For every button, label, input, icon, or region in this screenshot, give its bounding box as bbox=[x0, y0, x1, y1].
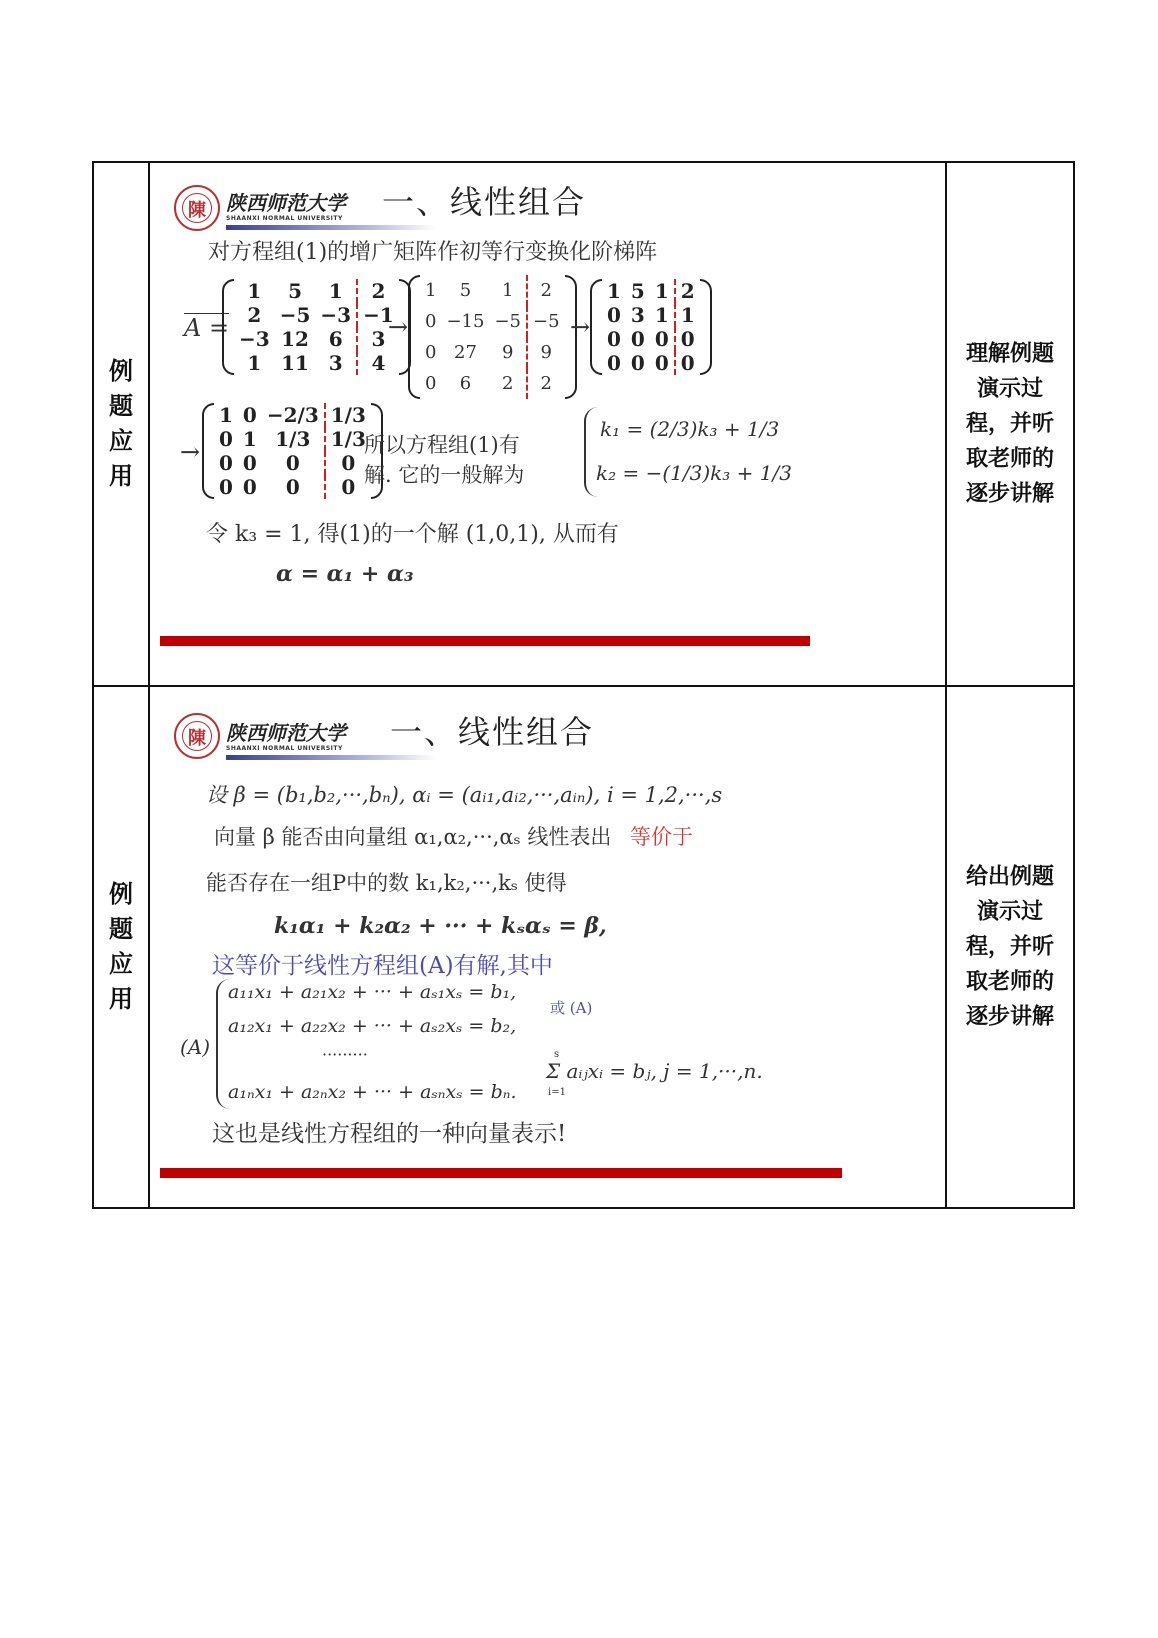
matrix-entry: 11 bbox=[281, 351, 309, 375]
matrix-row bbox=[420, 306, 565, 337]
system-label: (A) bbox=[180, 1035, 211, 1059]
matrix-step-3 bbox=[202, 403, 383, 499]
intro-text: 对方程组(1)的增广矩阵作初等行变换化阶梯阵 bbox=[208, 240, 658, 265]
matrix-entry: 1 bbox=[242, 427, 257, 451]
conclusion-line-2: 解. 它的一般解为 bbox=[364, 463, 525, 487]
matrix-entry: 0 bbox=[675, 351, 700, 375]
matrix-entry: 0 bbox=[630, 351, 645, 375]
matrix-entry: 0 bbox=[630, 327, 645, 351]
matrix-entry: 12 bbox=[281, 327, 309, 351]
matrix-entry: 0 bbox=[425, 373, 437, 394]
teaching-note: 给出例题 演示过 程，并听 取老师的 逐步讲解 bbox=[965, 864, 1054, 1030]
matrix-entry: −5 bbox=[279, 303, 311, 327]
matrix-row bbox=[602, 303, 700, 327]
matrix-entry: 0 bbox=[219, 475, 233, 499]
slide-title: 一、线性组合 bbox=[390, 713, 595, 751]
matrix-entry: 2 bbox=[675, 279, 700, 303]
slide-title: 一、线性组合 bbox=[382, 183, 587, 221]
matrix-entry: 1 bbox=[247, 279, 262, 303]
matrix-entry: 2 bbox=[527, 275, 565, 306]
matrix-entry: 0 bbox=[425, 342, 437, 363]
matrix-entry: 0 bbox=[325, 451, 371, 475]
matrix-entry: 1 bbox=[502, 280, 514, 301]
matrix-entry: −3 bbox=[320, 303, 352, 327]
summation-equation: Σ aᵢⱼxᵢ = bⱼ, j = 1,···,n. bbox=[546, 1059, 763, 1083]
general-solution bbox=[584, 407, 792, 497]
result-equation: α = α₁ + α₃ bbox=[276, 561, 414, 587]
matrix-entry: −3 bbox=[239, 327, 270, 351]
system-equation-n: a₁ₙx₁ + a₂ₙx₂ + ··· + aₛₙxₛ = bₙ. bbox=[228, 1081, 517, 1103]
matrix-row bbox=[214, 475, 371, 499]
matrix-entry: 6 bbox=[328, 327, 343, 351]
augmented-matrix-symbol: A = bbox=[184, 314, 230, 342]
matrix-entry: 2 bbox=[502, 373, 514, 394]
matrix-row bbox=[234, 303, 399, 327]
matrix-entry: 1 bbox=[607, 279, 621, 303]
equivalence-statement: 这等价于线性方程组(A)有解,其中 bbox=[212, 953, 553, 979]
matrix-row bbox=[602, 327, 700, 351]
matrix-row bbox=[420, 368, 565, 399]
matrix-row bbox=[214, 403, 371, 427]
matrix-row bbox=[420, 337, 565, 368]
row-label-cell bbox=[94, 687, 150, 1207]
note-cell bbox=[945, 687, 1073, 1207]
matrix-entry: 0 bbox=[242, 475, 257, 499]
conclusion-line-1: 所以方程组(1)有 bbox=[364, 433, 520, 457]
matrix-entry: 0 bbox=[675, 327, 700, 351]
slide-cell bbox=[150, 687, 945, 1207]
university-name-en: SHAANXI NORMAL UNIVERSITY bbox=[226, 745, 343, 752]
matrix-entry: 0 bbox=[219, 451, 233, 475]
matrix-entry: 0 bbox=[654, 327, 669, 351]
matrix-step-2 bbox=[590, 279, 712, 375]
matrix-original bbox=[222, 279, 411, 375]
university-seal-icon: 陳 bbox=[174, 185, 220, 231]
matrix-entry: 9 bbox=[502, 342, 514, 363]
matrix-row bbox=[214, 427, 371, 451]
matrix-entry: −5 bbox=[527, 306, 565, 337]
university-seal-icon: 陳 bbox=[174, 713, 220, 759]
table-row bbox=[94, 163, 1073, 687]
system-equation-1: a₁₁x₁ + a₂₁x₂ + ··· + aₛ₁xₛ = b₁, bbox=[228, 981, 517, 1003]
matrix-entry: 5 bbox=[630, 279, 645, 303]
row-label-cell bbox=[94, 163, 150, 685]
matrix-entry: 0 bbox=[607, 351, 621, 375]
arrow-icon: → bbox=[180, 438, 201, 466]
matrix-entry: 4 bbox=[357, 351, 399, 375]
matrix-row bbox=[234, 351, 399, 375]
matrix-entry: 3 bbox=[357, 327, 399, 351]
matrix-entry: −5 bbox=[494, 311, 521, 332]
matrix-entry: 1 bbox=[675, 303, 700, 327]
linear-combination-equation: k₁α₁ + k₂α₂ + ··· + kₛαₛ = β, bbox=[274, 913, 607, 939]
header-divider bbox=[226, 225, 436, 230]
matrix-entry: −1 bbox=[357, 303, 399, 327]
existence-line: 能否存在一组P中的数 k₁,k₂,···,kₛ 使得 bbox=[206, 871, 567, 895]
note-cell bbox=[945, 163, 1073, 685]
university-name: 陕西师范大学 bbox=[226, 721, 346, 745]
matrix-entry: 0 bbox=[607, 327, 621, 351]
matrix-entry: 0 bbox=[654, 351, 669, 375]
matrix-entry: 0 bbox=[219, 427, 233, 451]
matrix-entry: 1/3 bbox=[325, 427, 371, 451]
matrix-entry: −15 bbox=[446, 311, 485, 332]
matrix-entry: −2/3 bbox=[266, 403, 319, 427]
equivalence-highlight: 等价于 bbox=[630, 825, 694, 849]
table-row bbox=[94, 687, 1073, 1207]
matrix-entry: 1 bbox=[247, 351, 262, 375]
university-name: 陕西师范大学 bbox=[226, 191, 346, 215]
slide-cell bbox=[150, 163, 945, 685]
matrix-entry: 2 bbox=[357, 279, 399, 303]
linear-system bbox=[216, 979, 518, 1109]
matrix-entry: 0 bbox=[285, 475, 300, 499]
matrix-row bbox=[420, 275, 565, 306]
matrix-entry: 0 bbox=[607, 303, 621, 327]
matrix-entry: 2 bbox=[247, 303, 262, 327]
matrix-entry: 0 bbox=[285, 451, 300, 475]
matrix-row bbox=[234, 279, 399, 303]
university-name-en: SHAANXI NORMAL UNIVERSITY bbox=[226, 215, 343, 222]
matrix-entry: 1 bbox=[654, 279, 669, 303]
matrix-row bbox=[214, 451, 371, 475]
lesson-table bbox=[92, 161, 1075, 1209]
matrix-entry: 1 bbox=[328, 279, 343, 303]
arrow-icon: → bbox=[388, 313, 409, 341]
matrix-entry: 6 bbox=[459, 373, 472, 394]
matrix-entry: 1/3 bbox=[325, 403, 371, 427]
sum-lower-limit: i=1 bbox=[548, 1087, 566, 1098]
closing-remark: 这也是线性方程组的一种向量表示! bbox=[212, 1121, 567, 1147]
matrix-entry: 1 bbox=[425, 280, 437, 301]
definition-line: 设 β = (b₁,b₂,···,bₙ), αᵢ = (aᵢ₁,aᵢ₂,···,aᵢₙ), i = 1,2,···,s bbox=[206, 783, 723, 807]
header-divider bbox=[226, 755, 436, 760]
solution-k1: k₁ = (2/3)k₃ + 1/3 bbox=[600, 417, 780, 441]
matrix-entry: 5 bbox=[288, 279, 302, 303]
arrow-icon: → bbox=[570, 313, 591, 341]
matrix-row bbox=[602, 279, 700, 303]
slide-footer-bar bbox=[160, 1168, 842, 1178]
row-label: 例 题 应 用 bbox=[109, 357, 133, 490]
row-label: 例 题 应 用 bbox=[109, 880, 133, 1013]
sum-upper-limit: s bbox=[554, 1049, 560, 1060]
matrix-entry: 0 bbox=[242, 451, 257, 475]
matrix-entry: 0 bbox=[325, 475, 371, 499]
matrix-entry: 3 bbox=[328, 351, 343, 375]
teaching-note: 理解例题 演示过 程，并听 取老师的 逐步讲解 bbox=[965, 341, 1054, 507]
alternative-label: 或 (A) bbox=[550, 999, 593, 1017]
system-equation-2: a₁₂x₁ + a₂₂x₂ + ··· + aₛ₂xₛ = b₂, bbox=[228, 1015, 517, 1037]
matrix-entry: 27 bbox=[454, 342, 477, 363]
matrix-row bbox=[602, 351, 700, 375]
matrix-entry: 9 bbox=[527, 337, 565, 368]
matrix-entry: 1 bbox=[654, 303, 669, 327]
matrix-entry: 1 bbox=[219, 403, 233, 427]
slide-footer-bar bbox=[160, 636, 810, 646]
question-line: 向量 β 能否由向量组 α₁,α₂,···,αₛ 线性表出 等价于 bbox=[214, 825, 694, 849]
matrix-entry: 0 bbox=[425, 311, 437, 332]
matrix-entry: 5 bbox=[459, 280, 472, 301]
matrix-step-1 bbox=[408, 275, 577, 399]
matrix-entry: 0 bbox=[242, 403, 257, 427]
system-ellipsis: ········· bbox=[322, 1045, 368, 1064]
matrix-row bbox=[234, 327, 399, 351]
matrix-entry: 1/3 bbox=[275, 427, 311, 451]
particular-solution-text: 令 k₃ = 1, 得(1)的一个解 (1,0,1), 从而有 bbox=[206, 522, 619, 547]
matrix-entry: 2 bbox=[527, 368, 565, 399]
solution-k2: k₂ = −(1/3)k₃ + 1/3 bbox=[596, 461, 792, 485]
matrix-entry: 3 bbox=[630, 303, 645, 327]
